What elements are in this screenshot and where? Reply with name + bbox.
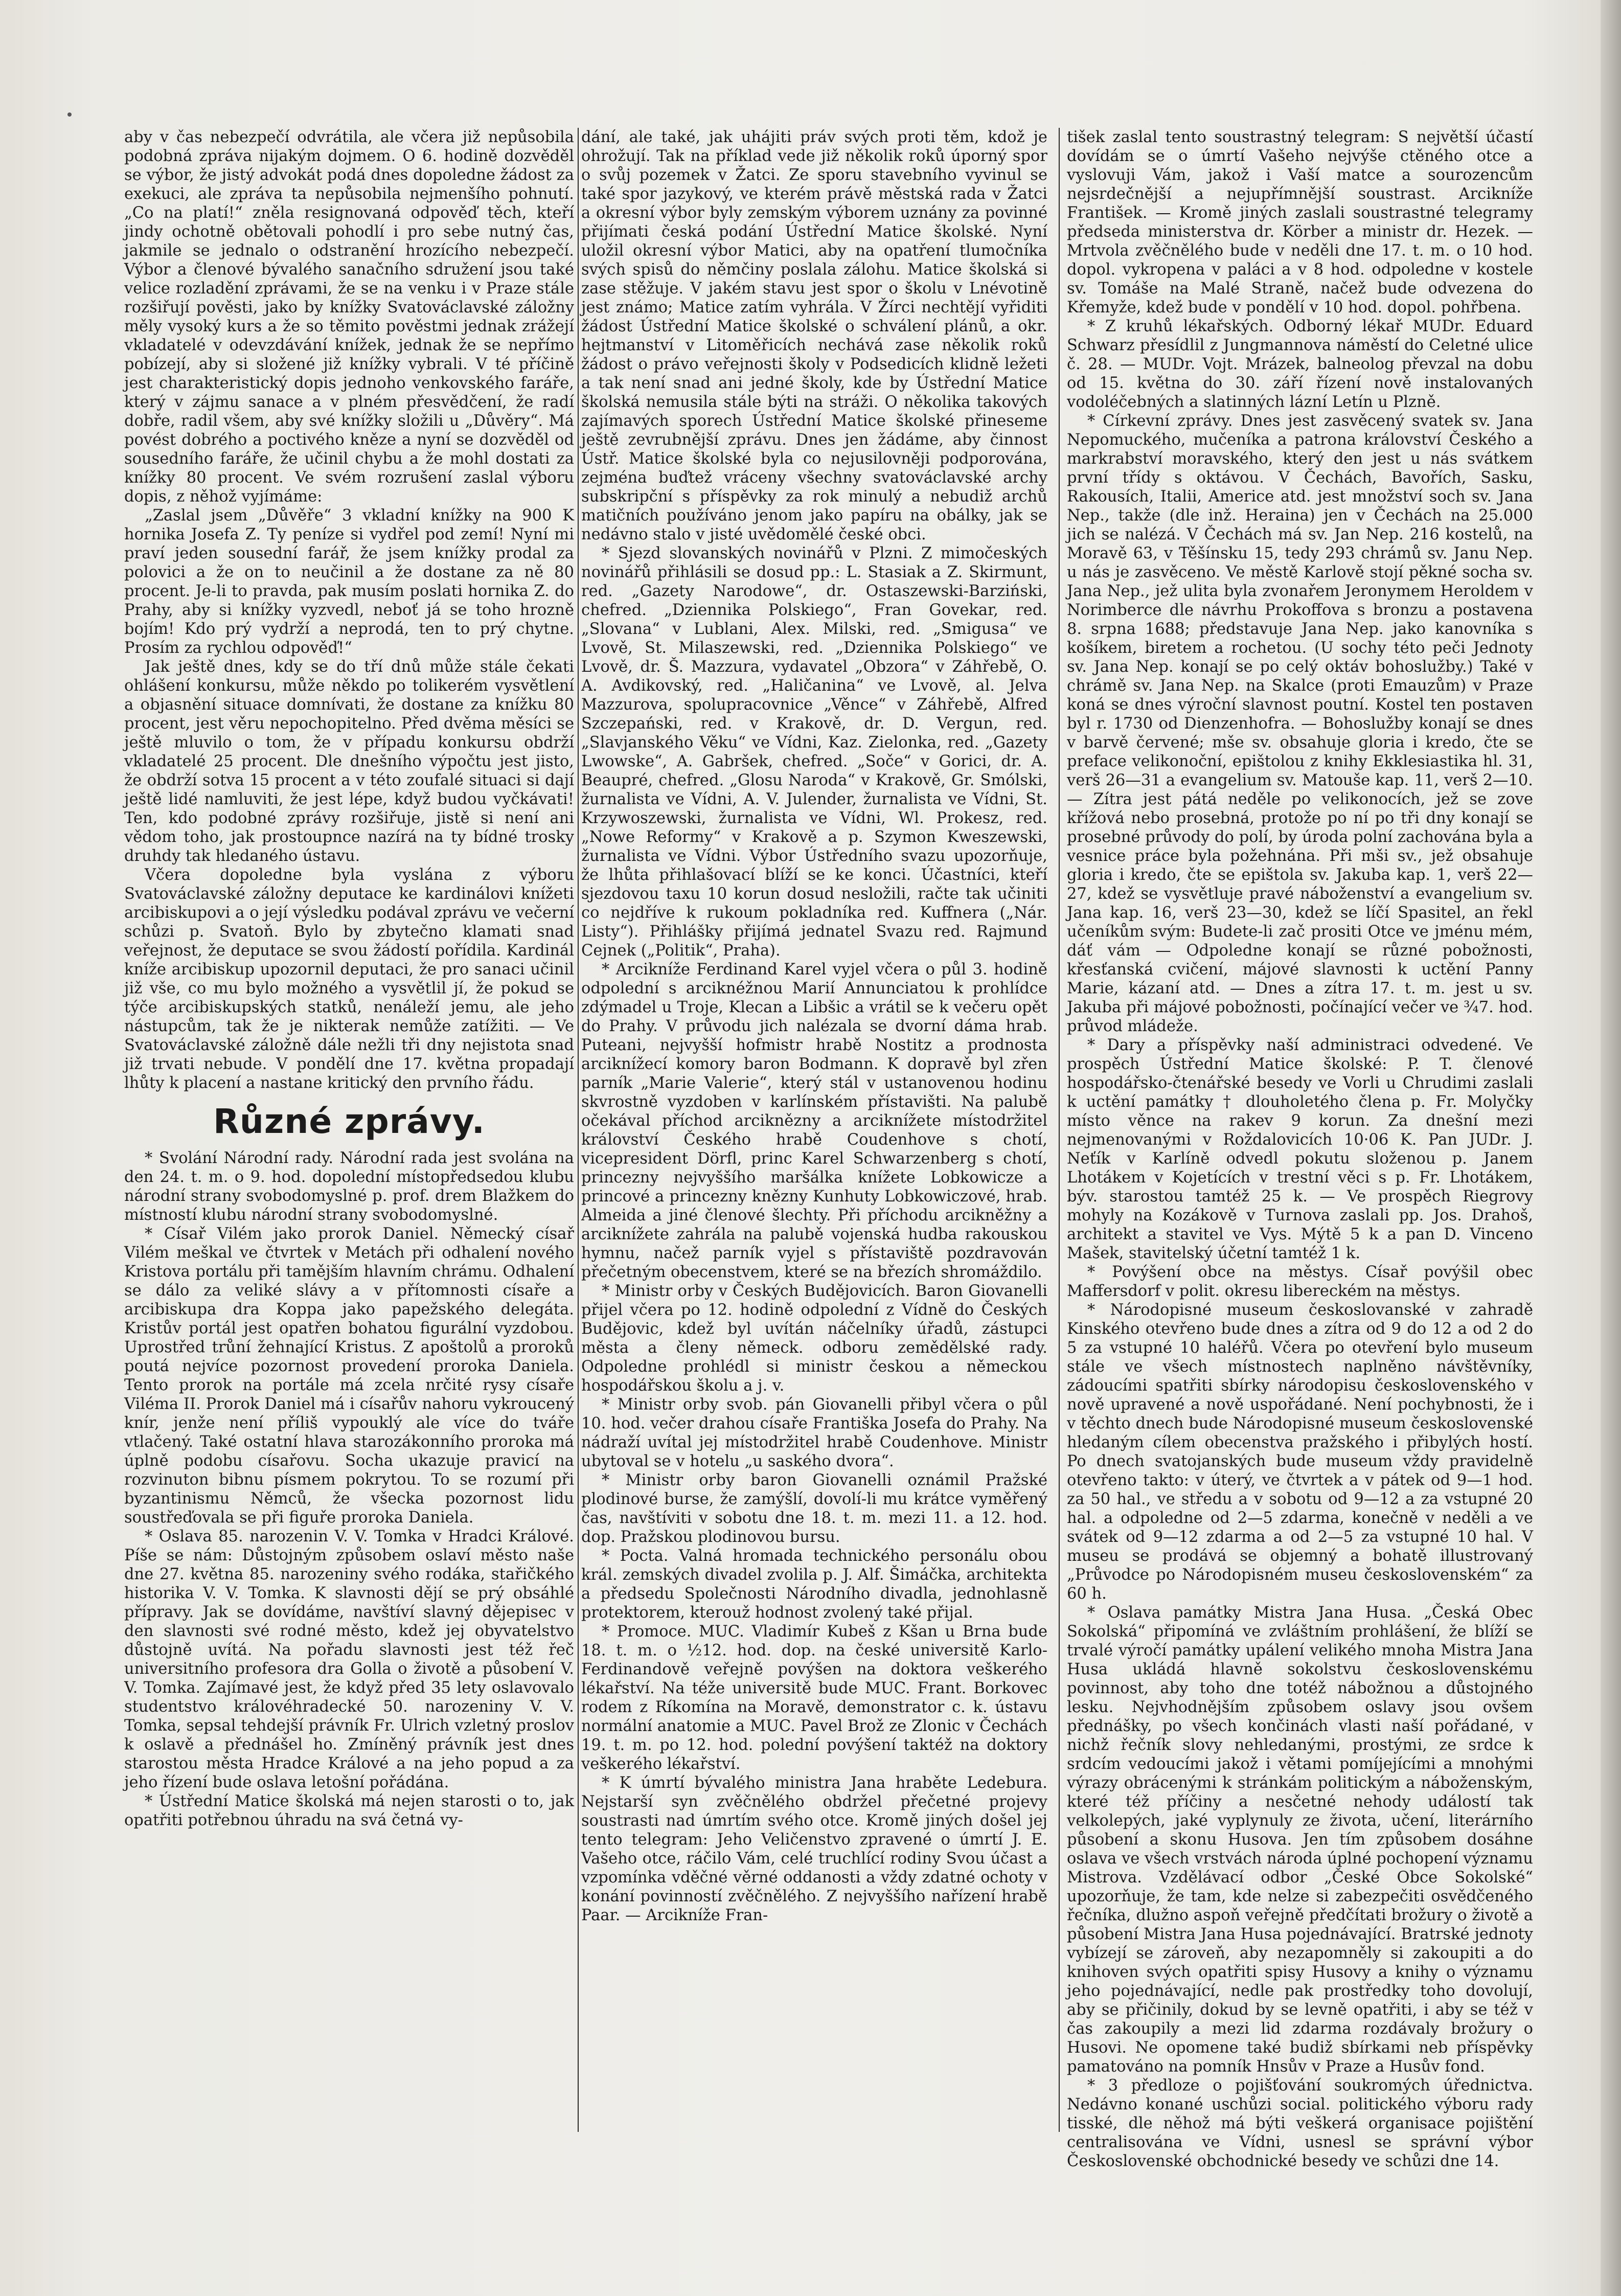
news-item: * Povýšení obce na městys. Císař povýšil obec Maffersdorf v polit. okresu libereckém na městys. [1067,1263,1533,1300]
speck [67,112,72,117]
news-item: * Sjezd slovanských novinářů v Plzni. Z mimočeských novinářů přihlásili se dosud pp.: L. Stasiak a Z. Skirmunt, red. „Gazety Narodowe“, dr. Ostaszewski-Barziński, chefred. „Dziennika Polskiego“, Fran Govekar, red. „Slovana“ v Lublani, Alex. Milski, red. „Smigusa“ ve Lvově, St. Milaszewski, red. „Dziennika Polskiego“ ve Lvově, dr. Š. Mazzura, vydavatel „Obzora“ v Záhřebě, O. A. Avdikovský, red. „Haličanina“ ve Lvově, al. Jelva Mazzurova, spolupracovnice „Věnce“ v Záhřebě, Alfred Szczepański, red. v Krakově, dr. D. Vergun, red. „Slavjanského Věku“ ve Vídni, Kaz. Zielonka, red. „Gazety Lwowske“, A. Gabršek, chefred. „Soče“ v Gorici, dr. A. Beaupré, chefred. „Glosu Naroda“ v Krakově, Gr. Smólski, žurnalista ve Vídni, A. V. Julender, žurnalista ve Vídni, St. Krzywoszewski, žurnalista ve Vídni, Wl. Prokesz, red. „Nowe Reformy“ v Krakově a p. Szymon Kweszewski, žurnalista ve Vídni. Výbor Ústředního svazu upozorňuje, že lhůta přihlašovací blíží se ke konci. Účastníci, kteří sjezdovou taxu 10 korun dosud nesložili, račte tak učiniti co nejdříve k rukoum pokladníka red. Kuffnera („Nár. Listy“). Přihlášky přijímá jednatel Svazu red. Rajmund Cejnek („Politik“, Praha). [581,544,1047,960]
news-item: * Církevní zprávy. Dnes jest zasvěcený svatek sv. Jana Nepomuckého, mučeníka a patrona království Českého a markrabství moravského, který den jest u nás svátkem první třídy s oktávou. V Čechách, Bavořích, Sasku, Rakousích, Italii, Americe atd. jest množství soch sv. Jana Nep., takže (dle inž. Heraina) jen v Čechách na 25.000 jich se nalézá. V Čechách má sv. Jan Nep. 216 kostelů, na Moravě 63, v Těšínsku 15, tedy 293 chrámů sv. Janu Nep. u nás je zasvěceno. Ve městě Karlově stojí pěkné socha sv. Jana Nep., jež ulita byla zvonařem Jeronymem Heroldem v Norimberce dle návrhu Prokoffova s bronzu a postavena 8. srpna 1688; představuje Jana Nep. jako kanovníka s košíkem, biretem a rochetou. (U sochy této peči Jednoty sv. Jana Nep. konají se po celý oktáv bohoslužby.) Také v chrámě sv. Jana Nep. na Skalce (proti Emauzům) v Praze koná se dnes výroční slavnost poutní. Kostel ten postaven byl r. 1730 od Dienzenhofra. — Bohoslužby konají se dnes v barvě červené; mše sv. obsahuje gloria i kredo, čte se preface velikonoční, epištolou z knihy Ekklesiastika hl. 31, verš 26—31 a evangelium sv. Matouše kap. 11, verš 2—10. — Zítra jest pátá neděle po velikonocích, jež se zove křížová nebo prosebná, protože po ní po tři dny konají se prosebné průvody do polí, by úroda polní zachována byla a vesnice práce byla požehnána. Při mši sv., jež obsahuje gloria i kredo, čte se epištola sv. Jakuba kap. 1, verš 22—27, kdež se vysvětluje pravé náboženství a evangelium sv. Jana kap. 16, verš 23—30, kdež se líčí Spasitel, an řekl učeníkům svým: Budete-li zač prositi Otce ve jménu mém, dáť vám — Odpoledne konají se různé pobožnosti, křesťanská cvičení, májové slavnosti k uctění Panny Marie, kázaní atd. — Dnes a zítra 17. t. m. jest u sv. Jakuba při májové pobožnosti, počínající večer ve ¾7. hod. průvod mládeže. [1067,412,1533,1035]
news-item: * Národopisné museum českoslovanské v zahradě Kinského otevřeno bude dnes a zítra od 9 do 12 a od 2 do 5 za vstupné 10 haléřů. Včera po otevření bylo museum stále ve všech místnostech naplněno návštěvníky, zádoucími spatřiti sbírky národopisu československého v nově upravené a nově uspořádané. Není pochybnosti, že i v těchto dnech bude Národopisné museum československé hledaným cílem obecenstva pražského i přibylých hostí. Po dnech svatojanských bude museum vždy pravidelně otevřeno takto: v úterý, ve čtvrtek a v pátek od 9—1 hod. za 50 hal., ve středu a v sobotu od 9—12 a za vstupné 20 hal. a odpoledne od 2—5 zdarma, konečně v neděli a ve svátek od 9—12 zdarma a od 2—5 za vstupné 10 hal. V museu se prodává se objemný a bohatě illustrovaný „Průvodce po Národopisném museu československém“ za 60 h. [1067,1301,1533,1603]
news-item: * Svolání Národní rady. Národní rada jest svolána na den 24. t. m. o 9. hod. dopolední místopředsedou klubu národní strany svobodomyslné p. prof. drem Blažkem do místností klubu národní strany svobodomyslné. [124,1149,574,1224]
article-text: dání, ale také, jak uhájiti práv svých proti těm, kdož je ohrožují. Tak na příklad vede již několik roků úporný spor o svůj pozemek v Žatci. Ze sporu stavebního vyvinul se také spor jazykový, ve kterém právě městská rada v Žatci a okresní výbor byly zemským výborem uznány za povinné přijímati česká podání Ústřední Matice školské. Nyní uložil okresní výbor Matici, aby na opatření tlumočníka svých spisů do němčiny poslala zálohu. Matice školská si zase stěžuje. V jakém stavu jest spor o školu v Lnévotině jest známo; Matice zatím vyhrála. V Žírci nechtějí vyřiditi žádost Ústřední Matice školské o schválení plánů, a okr. hejtmanství v Litoměřicích nechává zase několik roků žádost o právo veřejnosti školy v Podsedicích klidně ležeti a tak není snad ani jedné školy, kde by Ústřední Matice školská nemusila stále býti na stráži. O několika takových zajímavých sporech Ústřední Matice školské přineseme ještě zevrubnější zprávu. Dnes jen žádáme, aby činnost Ústř. Matice školské byla co nejusilovněji podporována, zejména buďtež vráceny všechny svatováclavské archy subskripční s příspěvky za rok minulý a nebudiž archů matičních používáno jenom jako papíru na obálky, jak se nedávno stalo v jisté uvědomělé české obci. [581,128,1047,543]
news-item: * Ministr orby v Českých Budějovicích. Baron Giovanelli přijel včera po 12. hodině odpolední z Vídně do Českých Budějovic, kdež byl uvítán náčelníky úřadů, zástupci města a členy německ. odboru zemědělské rady. Odpoledne prohlédl si ministr českou a německou hospodářskou školu a j. v. [581,1282,1047,1395]
news-item: * Ministr orby svob. pán Giovanelli přibyl včera o půl 10. hod. večer drahou císaře Františka Josefa do Prahy. Na nádraží uvítal jej místodržitel hrabě Coudenhove. Ministr ubytoval se v hotelu „u saského dvora“. [581,1396,1047,1470]
article-text: „Zaslal jsem „Důvěře“ 3 vkladní knížky na 900 K hornika Josefa Z. Ty peníze si vydřel pod zemí! Nyní mi praví jeden sousední farář, že jsem knížky prodal za polovici a že on to neučinil a že dostane za ně 80 procent. Je-li to pravda, pak musím poslati hornika Z. do Prahy, aby si knížky vyzvedl, neboť já se toho hrozně bojím! Kdo prý vydrží a neprodá, ten to prý chytne. Prosím za rychlou odpověď!“ [124,507,574,657]
article-text: tišek zaslal tento soustrastný telegram: S největší účastí dovídám se o úmrtí Vašeho nejvýše ctěného otce a vyslovuji Vám, jakož i Vaší matce a sourozencům nejsrdečnější a nejupřímnější soustrast. Arcikníže František. — Kromě jiných zaslali soustrastné telegramy předseda ministerstva dr. Körber a ministr dr. Hezek. — Mrtvola zvěčnělého bude v neděli dne 17. t. m. o 10 hod. dopol. vykropena v paláci a v 8 hod. odpoledne v kostele sv. Tomáše na Malé Straně, načež bude odvezena do Křemyže, kdež bude v pondělí v 10 hod. dopol. pohřbena. [1067,128,1533,316]
column-rule-1 [578,128,579,2132]
section-heading: Různé zprávy. [213,1102,485,1141]
news-item: * K úmrtí bývalého ministra Jana hraběte Ledebura. Nejstarší syn zvěčnělého obdržel přečetné projevy soustrasti nad úmrtím svého otce. Kromě jiných došel jej tento telegram: Jeho Veličenstvo zpravené o úmrtí J. E. Vašeho otce, ráčilo Vám, celé truchlící rodiny Svou účast a vzpomínka vděčné věrné oddanosti a vždy zdatné ochoty v konání povinností zvěčnělého. Z nejvyššího nařízení hrabě Paar. — Arcikníže Fran- [581,1774,1047,1924]
news-item: * Ministr orby baron Giovanelli oznámil Pražské plodinové burse, že zamýšlí, dovolí-li mu krátce vyměřený čas, navštíviti v sobotu dne 18. t. m. mezi 11. a 12. hod. dop. Pražskou plodinovou bursu. [581,1471,1047,1546]
article-text: Jak ještě dnes, kdy se do tří dnů může stále čekati ohlášení konkursu, může někdo po tolikerém vysvětlení a objasnění situace domnívati, že dostane za knížku 80 procent, jest věru nepochopitelno. Před dvěma měsíci se ještě mluvilo o tom, že v případu konkursu obdrží vkladatelé 25 procent. Dle dnešního výpočtu jest jisto, že obdrží sotva 15 procent a v této zoufalé situaci si dají ještě lidé namluviti, že jest lépe, když budou vyčkávati! Ten, kdo podobné zprávy rozšiřuje, jistě si není ani vědom toho, jak prostoupnce nazírá na ty bídné trosky druhdy tak hledaného ústavu. [124,658,574,865]
news-item: * 3 předloze o pojišťování soukromých úřednictva. Nedávno konané uschůzi social. politického výboru rady tisské, dle něhož má býti veškerá organisace pojištění centralisována ve Vídni, usnesl se správní výbor Československé obchodnické besedy ve schůzi dne 14. [1067,2077,1533,2170]
news-item: * Z kruhů lékařských. Odborný lékař MUDr. Eduard Schwarz přesídlil z Jungmannova náměstí do Celetné ulice č. 28. — MUDr. Vojt. Mrázek, balneolog převzal na dobu od 15. května do 30. září řízení nově instalovaných vodoléčebných a slatinných lázní Letín u Plzně. [1067,317,1533,411]
news-item: * Arcikníže Ferdinand Karel vyjel včera o půl 3. hodině odpolední s arciknéžnou Marií Annunciatou k prohlídce zdýmadel u Troje, Klecan a Libšic a vrátil se k večeru opět do Prahy. V průvodu jich nalézala se dvorní dáma hrab. Puteani, nejvyšší hofmistr hrabě Nostitz a prodnosta arciknížecí komory baron Bodmann. K dopravě byl zřen parník „Marie Valerie“, který stál v ustanovenou hodinu skvrostně vyzdoben v karlínském přístavišti. Na palubě očekával příchod arciknězny a arciknížete místodržitel království Českého hrabě Coudenhove s chotí, vicepresident Dörfl, princ Karel Schwarzenberg s chotí, princezny nejvyššího maršálka knížete Lobkowicze a princové a princezny knězny Kunhuty Lobkowiczové, hrab. Almeida a jiné členové šlechty. Při příchodu arcikněžny a arciknížete zahrála na palubě vojenská hudba rakouskou hymnu, načež parník vyjel s přístaviště pozdravován přečetným obecenstvem, které se na březích shromáždilo. [581,961,1047,1281]
news-item: * Pocta. Valná hromada technického personálu obou král. zemských divadel zvolila p. J. Alf. Šimáčka, architekta a předsedu Společnosti Národního divadla, jednohlasně protektorem, kterouž hodnost zvolený také přijal. [581,1547,1047,1622]
news-item: * Oslava památky Mistra Jana Husa. „Česká Obec Sokolská“ připomíná ve zvláštním prohlášení, že blíží se trvalé výročí památky upálení velikého mnoha Mistra Jana Husa ukládá hlavně sokolstvu československému povinnost, aby toho dne totéž nábožnou a důstojného lesku. Nejvhodnějším způsobem oslavy jsou ovšem přednášky, po všech končinách vlasti naší pořádané, v nichž řečník slovy nehledanými, prostými, ze srdce k srdcím vedoucími jakož i větami pomíjejícími a mnohými výrazy obrácenými k stránkám politickým a náboženským, které též příčiny a nesčetné nehody událostí tak velkolepých, jaké vyplynuly ze života, učení, literárního působení a skonu Husova. Jen tím způsobem dosáhne oslava ve všech vrstvách národa úplné pochopení významu Mistrova. Vzdělávací odbor „České Obce Sokolské“ upozorňuje, že tam, kde nelze si zabezpečiti osvědčeného řečníka, dlužno aspoň veřejně předčítati brožury o životě a působení Mistra Jana Husa pojednávající. Bratrské jednoty vybízejí se zároveň, aby nezapomněly si zakoupiti a do knihoven svých opatřiti spisy Husovy a knihy o významu jeho pojednávající, nedle pak prostředky toho dovolují, aby se přičinily, dokud by se levně opatřiti, i aby se též v čas zakoupily a mezi lid zdarma rozdávaly brožury o Husovi. Ne opomene také budiž sbírkami neb příspěvky pamatováno na pomník Hnsův v Praze a Husův fond. [1067,1604,1533,2076]
column-1 [124,128,574,2132]
article-text: Včera dopoledne byla vyslána z výboru Svatováclavské záložny deputace ke kardinálovi knížeti arcibiskupovi a o její výsledku podával zprávu ve večerní schůzi p. Svatoň. Bylo by zbytečno klamati snad veřejnost, že deputace se svou žádostí pořídila. Kardinál kníže arcibiskup upozornil deputaci, že pro sanaci učinil již vše, co mu bylo možného a vysvětlil jí, že pokud se týče arcibiskupských statků, nenáleží jemu, ale jeho nástupcům, tak že je nikterak nemůže zatížiti. — Ve Svatováclavské záložně dále nežli tři dny nejistota snad již trvati nebude. V pondělí dne 17. května propadají lhůty k placení a nastane kritický den prvního řádu. [124,866,574,1092]
news-item: * Promoce. MUC. Vladimír Kubeš z Kšan u Brna bude 18. t. m. o ½12. hod. dop. na české universitě Karlo-Ferdinandově veřejně povýšen na doktora veškerého lékařství. Na téže universitě bude MUC. Frant. Borkovec rodem z Ríkomína na Moravě, demonstrator c. k. ústavu normální anatomie a MUC. Pavel Brož ze Zlonic v Čechách 19. t. m. po 12. hod. polední povýšení taktéž na doktory veškerého lékařství. [581,1623,1047,1773]
news-item: * Oslava 85. narozenin V. V. Tomka v Hradci Králové. Píše se nám: Důstojným způsobem oslaví město naše dne 27. května 85. narozeniny svého rodáka, stařičkého historika V. V. Tomka. K slavnosti dějí se prý obsáhlé přípravy. Jak se dovídáme, navštíví slavný dějepisec v den slavnosti své rodné město, kdež jej obyvatelstvo důstojně uvítá. Na pořadu slavnosti jest též řeč universitního profesora dra Golla o životě a působení V. V. Tomka. Zajímavé jest, že když před 35 lety oslavovalo studentstvo královéhradecké 50. narozeniny V. V. Tomka, sepsal tehdejší právník Fr. Ulrich vzletný proslov k oslavě a přednášel ho. Zmíněný právník jest dnes starostou města Hradce Králové a na jeho popud a za jeho řízení bude oslava letošní pořádána. [124,1528,574,1791]
page-edge-shadow [1601,0,1621,2296]
news-item: * Dary a příspěvky naší administraci odvedené. Ve prospěch Ústřední Matice školské: P. T. členové hospodářsko-čtenářské besedy ve Vorli u Chrudimi zaslali k uctění památky † dlouholetého člena p. Fr. Molyčky místo věnce na rakev 9 korun. Za dnešní mezi nejmenovanými v Roždalovicích 10·06 K. Pan JUDr. J. Neťík v Karlíně odvedl pokutu složenou p. Janem Lhotákem v Kojetících v trestní věci s p. Fr. Lhotákem, býv. starostou tamtéž 25 k. — Ve prospěch Riegrovy mohyly na Kozákově v Turnova zaslali pp. Jos. Drahoš, architekt a stavitel ve Vys. Mýtě 5 k a pan D. Vinceno Mašek, stavitelský účetní tamtéž 1 k. [1067,1036,1533,1262]
column-3 [1067,128,1533,2170]
news-item: * Ústřední Matice školská má nejen starosti o to, jak opatřiti potřebnou úhradu na svá četná vy- [124,1792,574,1829]
article-text: aby v čas nebezpečí odvrátila, ale včera již nepůsobila podobná zpráva nijakým dojmem. O 6. hodině dozvěděl se výbor, že jistý advokát podá dnes dopoledne žádost za exekuci, ale zpráva ta nepůsobila nejmenšího pohnutí. „Co na platí!“ zněla resignovaná odpověď těch, kteří jindy ochotně obětovali pohodlí i pro sebe nutný čas, jakmile se jednalo o odstranění hrozícího nebezpečí. Výbor a členové bývalého sanačního sdružení jsou také velice rozladění zprávami, že se na venku i v Praze stále rozšiřují pověsti, jako by knížky Svatováclavské záložny měly vysoký kurs a že so těmito pověstmi jednak zrážejí vkladatelé v odevzdávání knížek, jednak že se nepřímo pobízejí, aby si složené již knížky vybrali. V té příčině jest charakteristický dopis jednoho venkovského faráře, který v zájmu sanace a v plném přesvědčení, že radí dobře, radil všem, aby své knížky složili u „Důvěry“. Má povést dobrého a poctivého kněze a nyní se dozvěděl od sousedního faráře, že učinil chybu a že mohl dostati za knížky 80 procent. Ve svém rozrušení zaslal výboru dopis, z něhož vyjímáme: [124,128,574,506]
column-rule-2 [1059,128,1060,2132]
news-item: * Císař Vilém jako prorok Daniel. Německý císař Vilém meškal ve čtvrtek v Metách při odhalení nového Kristova portálu při tamějším hlavním chrámu. Odhalení se dálo za veliké slávy a v přítomnosti císaře a arcibiskupa dra Koppa jako papežského delegáta. Kristův portál jest opatřen bohatou figurální vyzdobou. Uprostřed trůní žehnající Kristus. Z apoštolů a proroků poutá nejvíce pozornost provedení proroka Daniela. Tento prorok na portále má zcela nrčité rysy císaře Viléma II. Prorok Daniel má i císařův nahoru vykroucený knír, jenže není příliš vypouklý ale více do tváře vtlačený. Také ostatní hlava starozákonního proroka má úplně podobu císařovu. Socha ukazuje pravicí na rozvinuton bibnu písmem pokrytou. To se rozumí při byzantinismu Němců, že všecka pozornost lidu soustřeďovala se při figuře proroka Daniela. [124,1225,574,1527]
column-2 [581,128,1047,2132]
